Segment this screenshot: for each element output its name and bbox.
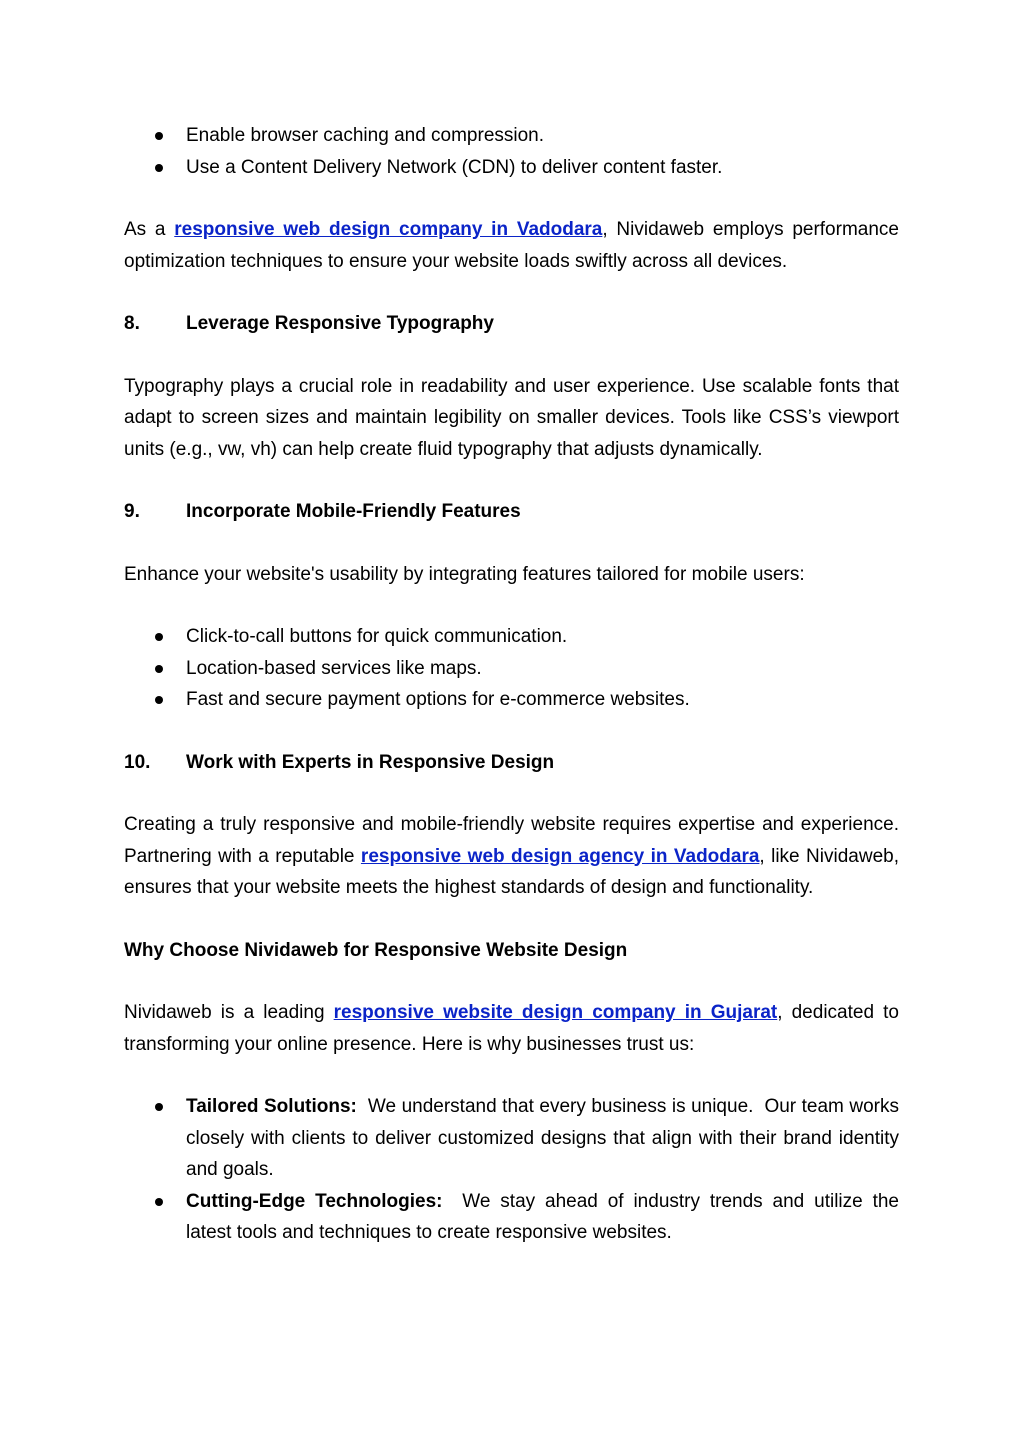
paragraph-experts: [124, 809, 899, 904]
section-number: 10.: [124, 751, 151, 773]
list-item: [124, 152, 899, 184]
section-number: 8.: [124, 313, 140, 334]
section-title: Work with Experts in Responsive Design: [186, 751, 555, 773]
list-item: [124, 653, 899, 685]
bullet-icon: [155, 633, 163, 641]
paragraph-why: [124, 997, 899, 1060]
paragraph-text: , like Nividaweb, ensures that your website meets the highest standards of design and functionality.: [124, 845, 899, 898]
paragraph-text: Nividaweb is a leading: [124, 1002, 334, 1023]
section-heading-why: [124, 935, 899, 967]
list-item: [124, 1186, 905, 1249]
paragraph-typography: Typography plays a crucial role in readability and user experience. Use scalable fonts that adapt to screen sizes and maintain legibility on smaller devices. Tools like CSS’s viewport units (e.g., vw, vh) can help create fluid typography that adjusts dynamically.: [124, 375, 899, 460]
list-item-text: Fast and secure payment options for e-commerce websites.: [186, 689, 690, 710]
list-item-text: We understand that every business is unique. Our team works closely with clients to deliver customized designs that align with their brand identity and goals.: [186, 1096, 905, 1180]
bullet-icon: [155, 1198, 163, 1206]
section-title: Leverage Responsive Typography: [186, 313, 494, 334]
section-title: Incorporate Mobile-Friendly Features: [186, 501, 521, 522]
bullet-icon: [155, 696, 163, 704]
bullet-list-mobile-features: [124, 621, 899, 716]
section-title: Why Choose Nividaweb for Responsive Website Design: [124, 939, 628, 961]
paragraph-text: , Nividaweb employs performance optimization techniques to ensure your website loads swiftly across all devices.: [124, 219, 899, 272]
list-item: [124, 684, 899, 716]
bullet-list-performance: [124, 120, 899, 183]
list-item: [124, 621, 899, 653]
list-item: [124, 1091, 905, 1186]
paragraph-text: Creating a truly responsive and mobile-friendly website requires expertise and experience. Partnering with a reputable: [124, 814, 899, 867]
bullet-list-why: [124, 1091, 905, 1249]
section-heading-8: [124, 308, 899, 340]
link-responsive-website-design-company-gujarat[interactable]: responsive website design company in Gujarat: [333, 1002, 778, 1023]
list-item-label: Cutting-Edge Technologies:: [186, 1190, 443, 1212]
bullet-icon: [155, 132, 163, 140]
section-number: 9.: [124, 501, 140, 522]
paragraph-text: , dedicated to transforming your online presence. Here is why businesses trust us:: [124, 1002, 899, 1055]
bullet-icon: [155, 665, 163, 673]
section-heading-10: [124, 747, 899, 779]
link-responsive-web-design-agency-vadodara[interactable]: responsive web design agency in Vadodara: [360, 845, 760, 867]
list-item-text: Enable browser caching and compression.: [186, 125, 545, 146]
paragraph-text: As a: [124, 219, 175, 240]
paragraph-mobile-features: Enhance your website's usability by integrating features tailored for mobile users:: [124, 563, 805, 585]
bullet-icon: [155, 1103, 163, 1111]
paragraph-vadodara: [124, 214, 899, 277]
bullet-icon: [155, 164, 163, 172]
link-responsive-web-design-company-vadodara[interactable]: responsive web design company in Vadodara: [174, 219, 603, 240]
list-item-text: Location-based services like maps.: [186, 657, 482, 679]
list-item-text: Use a Content Delivery Network (CDN) to deliver content faster.: [186, 156, 723, 178]
list-item-text: Click-to-call buttons for quick communication.: [186, 626, 568, 647]
section-heading-9: [124, 496, 899, 528]
list-item-text: We stay ahead of industry trends and utilize the latest tools and techniques to create responsive websites.: [186, 1190, 905, 1243]
list-item: [124, 120, 899, 152]
list-item-label: Tailored Solutions:: [186, 1096, 357, 1117]
document-page: [124, 120, 905, 1249]
